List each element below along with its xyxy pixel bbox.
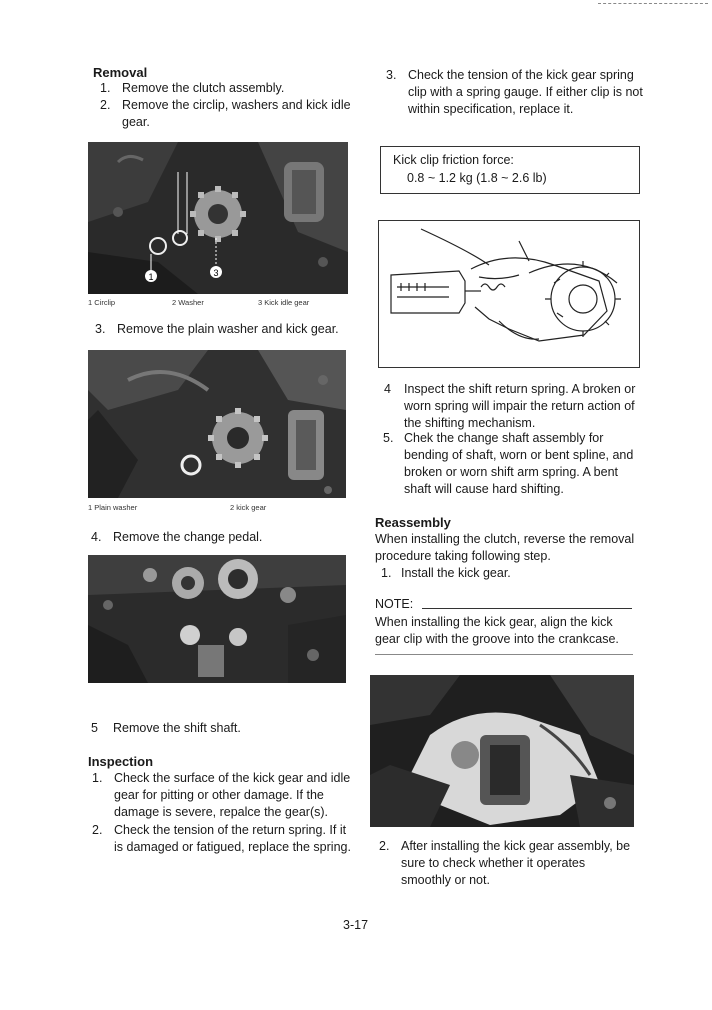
step-text: After installing the kick gear assembly, be sure to check whether it operates smoothly or not. (401, 839, 631, 887)
step-text: Check the tension of the return spring. If it is damaged or fatigued, replace the spring. (114, 823, 351, 854)
inspection-step-3 (386, 67, 646, 119)
step-text: Install the kick gear. (401, 566, 511, 580)
step-text: Remove the shift shaft. (113, 721, 241, 735)
note-rule (422, 608, 632, 609)
reassembly-heading: Reassembly (375, 515, 451, 530)
note-text: When installing the kick gear, align the kick gear clip with the groove into the crankcase. (375, 615, 619, 646)
caption-plain-washer: 1 Plain washer (88, 503, 138, 512)
step-text: Remove the circlip, washers and kick idle gear. (122, 98, 351, 129)
step-number: 4 (384, 382, 391, 396)
engine-photo-4 (370, 675, 634, 827)
caption-kick-gear: 2 kick gear (230, 503, 267, 512)
caption-circlip: 1 Circlip (88, 298, 116, 307)
step-number: 3. (95, 322, 106, 336)
step-text: Check the surface of the kick gear and idle gear for pitting or other damage. If the damage is severe, repalce the gear(s). (114, 771, 351, 819)
spec-value: 0.8 ~ 1.2 kg (1.8 ~ 2.6 lb) (407, 171, 547, 185)
step-number: 5 (91, 721, 98, 735)
step-text: Remove the clutch assembly. (122, 81, 285, 95)
step-number: 5. (383, 431, 394, 445)
caption-washer: 2 Washer (172, 298, 204, 307)
removal-step-2 (100, 97, 360, 131)
spec-box (380, 146, 640, 194)
step-number: 2. (379, 839, 390, 853)
step-number: 2. (92, 823, 103, 837)
engine-photo-3 (88, 555, 346, 683)
spring-gauge-figure (378, 220, 640, 368)
step-text: Inspect the shift return spring. A broken or worn spring will impair the return action of the shifting mechanism. (404, 382, 636, 430)
spec-label: Kick clip friction force: (393, 153, 514, 167)
note-label: NOTE: (375, 597, 414, 611)
step-text: Check the tension of the kick gear spring clip with a spring gauge. If either clip is not within specification, replace it. (408, 68, 643, 116)
step-number: 1. (381, 566, 392, 580)
step-text: Chek the change shaft assembly for bending of shaft, worn or bent spline, and broken or worn shift arm spring. A bent shaft will cause hard shifting. (404, 431, 634, 496)
photo-circlip-washer-idle-gear (88, 142, 348, 294)
reassembly-intro: When installing the clutch, reverse the removal procedure taking following step. (375, 532, 635, 563)
inspection-heading: Inspection (88, 754, 154, 769)
step-number: 3. (386, 68, 397, 82)
caption-kick-idle-gear: 3 Kick idle gear (258, 298, 310, 307)
inspection-step-2 (92, 822, 354, 874)
callout-1: 1 (148, 272, 154, 282)
photo-plain-washer-kick-gear (88, 350, 346, 498)
step-number: 4. (91, 530, 102, 544)
inspection-step-5 (383, 430, 641, 498)
reassembly-step-2 (379, 838, 637, 890)
spring-gauge-illustration (379, 221, 639, 367)
photo-change-pedal (88, 555, 346, 683)
page-number: 3-17 (343, 918, 369, 932)
step-text: Remove the plain washer and kick gear. (117, 322, 339, 336)
inspection-step-4 (384, 381, 642, 433)
photo-kick-gear-installed (370, 675, 634, 827)
removal-heading: Removal (93, 65, 148, 80)
step-number: 1. (100, 81, 111, 95)
step-text: Remove the change pedal. (113, 530, 263, 544)
top-edge-mark (598, 3, 708, 4)
step-number: 1. (92, 771, 103, 785)
engine-photo-2 (88, 350, 346, 498)
note-end-rule (375, 654, 633, 655)
step-number: 2. (100, 98, 111, 112)
callout-3: 3 (213, 268, 219, 278)
